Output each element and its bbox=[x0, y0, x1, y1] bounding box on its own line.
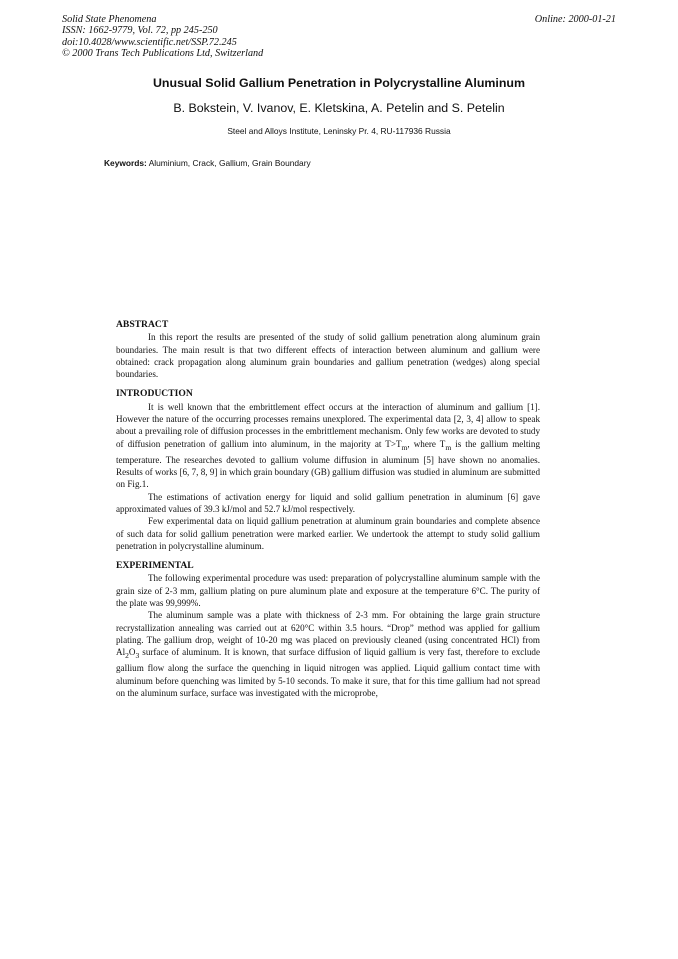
online-date: Online: 2000-01-21 bbox=[534, 14, 616, 25]
affiliation: Steel and Alloys Institute, Leninsky Pr. 4, RU-117936 Russia bbox=[227, 126, 451, 136]
experimental-paragraph-1: The following experimental procedure was used: preparation of polycrystalline aluminum sample with the grain size of 2-3 mm, gallium plating on pure aluminum plate and exposure at the temperature 6°C. The purity of the plate was 99,999%. bbox=[116, 573, 540, 609]
issn-line: ISSN: 1662-9779, Vol. 72, pp 245-250 bbox=[62, 25, 218, 37]
copyright-line: © 2000 Trans Tech Publications Ltd, Switzerland bbox=[62, 48, 264, 60]
abstract-heading: ABSTRACT bbox=[116, 319, 169, 330]
journal-name: Solid State Phenomena bbox=[62, 14, 157, 25]
introduction-paragraph-2: The estimations of activation energy for liquid and solid gallium penetration in aluminum [6] gave approximated values of 39.3 kJ/mol and 52.7 kJ/mol respectively. bbox=[116, 491, 540, 514]
introduction-paragraph-1: It is well known that the embrittlement effect occurs at the interaction of aluminum and gallium [1]. However the nature of the occurring processes remains unexplored. The experimental data [2, 3, 4] allow to speak about a prevailing role of diffusion processes in the embrittlement mechanism. Only few works are devoted to study of diffusion penetration of gallium into aluminum, in the majority at $T>T_m$, where $T_m$ is the gallium melting temperature. The researches devoted to gallium volume diffusion in aluminum [5] have shown no anomalies. Results of works [6, 7, 8, 9] in which grain boundary (GB) gallium diffusion was studied in aluminum are submitted on Fig.1. bbox=[116, 401, 540, 490]
paper-body bbox=[116, 319, 540, 699]
experimental-paragraph-2: The aluminum sample was a plate with thickness of 2-3 mm. For obtaining the large grain structure recrystallization annealing was carried out at 620°C within 3.5 hours. “Drop” method was applied for gallium plating. The gallium drop, weight of 10-20 mg was placed on previously cleaned (using concentrated HCl) from $Al_2O_3$ surface of aluminum. It is known, that surface diffusion of liquid gallium is very fast, therefore to exclude gallium flow along the surface the quenching in liquid nitrogen was applied. Liquid gallium contact time with aluminum before quenching was limited by 5-10 seconds. To make it sure, that for this time gallium had not spread on the aluminum surface, surface was investigated with the microprobe, bbox=[116, 610, 540, 698]
journal-header bbox=[62, 14, 263, 60]
keywords-label: Keywords: bbox=[104, 158, 147, 168]
abstract-text: In this report the results are presented of the study of solid gallium penetration along aluminum grain boundaries. The main result is that two different effects of interaction between aluminum and gallium were obtained: crack propagation along aluminum grain boundaries and gallium penetration (wedges) along special boundaries. bbox=[116, 332, 540, 380]
keywords-text: Aluminium, Crack, Gallium, Grain Boundary bbox=[148, 158, 311, 168]
introduction-paragraph-3: Few experimental data on liquid gallium penetration at aluminum grain boundaries and complete absence of such data for solid gallium penetration were marked earlier. We undertook the attempt to study solid gallium penetration in polycrystalline aluminum. bbox=[116, 516, 540, 551]
experimental-heading: EXPERIMENTAL bbox=[116, 560, 194, 572]
paper-authors: B. Bokstein, V. Ivanov, E. Kletskina, A. Petelin and S. Petelin bbox=[173, 101, 505, 115]
paper-title: Unusual Solid Gallium Penetration in Polycrystalline Aluminum bbox=[152, 76, 525, 90]
doi-line: doi:10.4028/www.scientific.net/SSP.72.245 bbox=[62, 36, 237, 48]
introduction-heading: INTRODUCTION bbox=[116, 388, 193, 400]
keywords bbox=[104, 158, 311, 168]
